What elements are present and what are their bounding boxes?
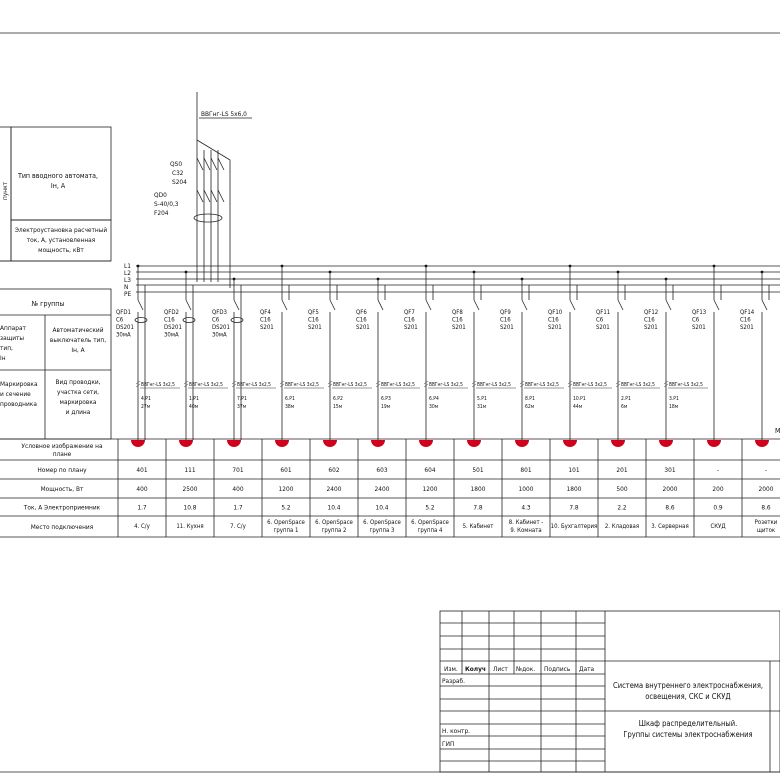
- table-cell-place: 6. OpenSpace: [315, 519, 353, 526]
- table-cell-power: 200: [712, 485, 724, 493]
- group-label: QF10: [548, 309, 563, 316]
- group-label: S201: [500, 324, 514, 331]
- table-cell-current: 10.4: [327, 503, 341, 512]
- breaker-contact-icon: [714, 300, 719, 310]
- group-cable-label: ВВГнг-LS 3х2,5: [189, 383, 223, 388]
- load-symbol-icon: [323, 440, 337, 447]
- table-cell-power: 400: [136, 485, 148, 493]
- row1-left-line-1: Аппарат: [0, 324, 26, 332]
- row2-right-line-4: и длина: [65, 408, 91, 416]
- group-line-label: 31м: [477, 404, 487, 410]
- row2-right-line-3: маркировка: [59, 398, 97, 406]
- table-cell-place: щиток: [756, 527, 776, 534]
- load-symbol-icon: [659, 440, 673, 447]
- table-cell-place: 3. Серверная: [651, 523, 689, 530]
- group-line-label: 3.Р1: [669, 396, 679, 402]
- stamp-role-developer: Разраб.: [442, 677, 465, 685]
- table-cell-power: 500: [616, 485, 628, 493]
- group-cable-label: ВВГнг-LS 3х2,5: [525, 383, 559, 388]
- input-breaker-symbol: [197, 158, 224, 170]
- group-line-label: 19м: [381, 404, 391, 410]
- row1-left-line-4: Iн: [0, 354, 6, 362]
- group-11: [596, 271, 660, 447]
- load-symbol-icon: [467, 440, 481, 447]
- group-label: C16: [260, 316, 271, 324]
- group-cable-label: ВВГнг-LS 3х2,5: [237, 383, 271, 388]
- table-cell-power: 2400: [374, 485, 390, 493]
- table-cell-current: 10.8: [183, 503, 197, 512]
- table-cell-place: Розетки: [754, 519, 778, 526]
- group-label: C16: [548, 316, 559, 324]
- table-cell-power: 2400: [326, 485, 342, 493]
- group-label: S201: [692, 324, 706, 331]
- breaker-contact-icon: [282, 300, 287, 310]
- group-label: QF7: [404, 309, 415, 316]
- bus-label-pe: PE: [124, 290, 132, 298]
- group-line-label: 2.Р1: [621, 396, 631, 402]
- table-cell-current: 0.9: [713, 503, 723, 512]
- box-a-vertical-label: пункт: [1, 181, 9, 200]
- group-line-label: 6.Р3: [381, 396, 391, 402]
- input-type-line-1: Тип вводного автомата,: [17, 172, 99, 180]
- group-label: C6: [596, 316, 604, 324]
- stamp-header-koluch: Колуч: [465, 665, 486, 673]
- group-label: 30мA: [116, 331, 131, 339]
- extra-group-label: М: [775, 427, 780, 435]
- qs0-line-2: C32: [172, 169, 184, 177]
- stamp-header-izm: Изм.: [444, 665, 458, 673]
- group-label: QF8: [452, 309, 463, 316]
- table-cell-nomer: 603: [376, 466, 388, 474]
- stamp-role-gip: ГИП: [442, 740, 455, 748]
- group-line-label: 62м: [525, 404, 535, 410]
- table-header: Место подключения: [30, 523, 94, 531]
- group-line-label: 4.Р1: [141, 396, 151, 402]
- load-symbol-icon: [131, 440, 145, 447]
- table-cell-nomer: 801: [520, 466, 532, 474]
- group-label: C6: [692, 316, 700, 324]
- table-cell-current: 5.2: [425, 503, 435, 512]
- table-cell-power: 1200: [422, 485, 438, 493]
- row1-right-line-1: Автоматический: [52, 326, 104, 334]
- group-label: S201: [308, 324, 322, 331]
- breaker-contact-icon: [234, 300, 239, 310]
- stamp-header-date: Дата: [579, 665, 595, 673]
- load-symbol-icon: [179, 440, 193, 447]
- breaker-contact-icon: [426, 300, 431, 310]
- group-label: C16: [644, 316, 655, 324]
- table-cell-place: 5. Кабинет: [462, 523, 494, 530]
- group-line-label: 10.Р1: [573, 396, 586, 402]
- table-cell-nomer: 111: [184, 466, 196, 474]
- table-cell-place: 6. OpenSpace: [267, 519, 305, 526]
- row2-left-line-3: проводника: [0, 400, 37, 408]
- group-5: [308, 271, 372, 447]
- input-rcd-symbol: [197, 190, 224, 202]
- table-cell-place: 7. С/у: [230, 523, 246, 530]
- group-label: S201: [260, 324, 274, 331]
- group-label: C16: [500, 316, 511, 324]
- breaker-contact-icon: [618, 300, 623, 310]
- breaker-contact-icon: [330, 300, 335, 310]
- table-cell-nomer: 701: [232, 466, 244, 474]
- breaker-contact-icon: [762, 300, 767, 310]
- group-label: QF12: [644, 309, 659, 316]
- group-9: [500, 278, 564, 447]
- load-symbol-icon: [515, 440, 529, 447]
- breaker-contact-icon: [570, 300, 575, 310]
- row1-left-line-2: защиты: [0, 334, 25, 342]
- group-label: QF5: [308, 309, 319, 316]
- group-cable-label: ВВГнг-LS 3х2,5: [381, 383, 415, 388]
- table-cell-nomer: 101: [568, 466, 580, 474]
- stamp-title-1-line-1: Система внутреннего электроснабжения,: [612, 681, 764, 690]
- row2-right-line-2: участка сети,: [57, 388, 99, 396]
- group-label: QF9: [500, 309, 511, 316]
- qd0-line-3: F204: [154, 209, 169, 217]
- group-label: C16: [740, 316, 751, 324]
- table-cell-current: 10.4: [375, 503, 389, 512]
- group-label: QFD3: [212, 309, 227, 316]
- table-cell-place: 9. Комната: [510, 527, 542, 534]
- group-line-label: 6.Р1: [285, 396, 295, 402]
- group-cable-label: ВВГнг-LS 3х2,5: [141, 383, 175, 388]
- table-cell-place: 10. Бухгалтерия: [550, 523, 598, 530]
- table-cell-place: 6. OpenSpace: [363, 519, 401, 526]
- calc-line-1: Электроустановка расчетный: [14, 226, 108, 234]
- group-label: S201: [404, 324, 418, 331]
- group-cable-label: ВВГнг-LS 3х2,5: [621, 383, 655, 388]
- calc-line-3: мощность, кВт: [38, 246, 84, 254]
- table-cell-power: 2000: [758, 485, 774, 493]
- group-line-label: 30м: [429, 404, 439, 410]
- group-cable-label: ВВГнг-LS 3х2,5: [333, 383, 367, 388]
- table-cell-power: 1800: [470, 485, 486, 493]
- calc-line-2: ток, А, установленная: [26, 236, 96, 244]
- table-header: Мощность, Вт: [40, 485, 84, 493]
- group-cable-label: ВВГнг-LS 3х2,5: [429, 383, 463, 388]
- table-cell-nomer: 604: [424, 466, 436, 474]
- row1-right-line-3: Iн, А: [71, 346, 85, 354]
- load-symbol-icon: [227, 440, 241, 447]
- group-line-label: 38м: [285, 404, 295, 410]
- input-section: [154, 92, 252, 288]
- bus-label-l1: L1: [124, 262, 131, 270]
- load-symbol-icon: [275, 440, 289, 447]
- stamp-role-norm-control: Н. контр.: [442, 727, 471, 735]
- group-label: QF6: [356, 309, 367, 316]
- table-cell-place: 6. OpenSpace: [411, 519, 449, 526]
- row2-left-line-2: и сечение: [0, 390, 31, 398]
- stamp-title-2-line-1: Шкаф распределительный.: [638, 719, 738, 728]
- load-symbol-icon: [371, 440, 385, 447]
- group-line-label: 5.Р1: [477, 396, 487, 402]
- qd0-line-1: QD0: [154, 191, 167, 199]
- breaker-contact-icon: [186, 300, 191, 310]
- group-label: C6: [116, 316, 124, 324]
- groups-table: [0, 439, 780, 537]
- input-cable-label: ВВГнг-LS 5х6,0: [201, 110, 247, 118]
- load-symbol-icon: [707, 440, 721, 447]
- bus-label-l3: L3: [124, 276, 131, 284]
- table-header: Ток, А Электроприемник: [23, 503, 101, 512]
- table-cell-nomer: 301: [664, 466, 676, 474]
- table-cell-place: группа 4: [417, 527, 443, 534]
- group-line-label: 8.Р1: [525, 396, 535, 402]
- group-line-label: 27м: [141, 404, 151, 410]
- bus-label-l2: L2: [124, 269, 131, 277]
- group-label: DS201: [164, 324, 182, 331]
- breaker-contact-icon: [378, 300, 383, 310]
- group-label: 30мA: [164, 331, 179, 339]
- table-cell-power: 1200: [278, 485, 294, 493]
- table-cell-current: 1.7: [137, 503, 147, 512]
- row2-right-line-1: Вид проводки,: [55, 378, 101, 386]
- group-label: QFD2: [164, 309, 179, 316]
- table-cell-current: 5.2: [281, 503, 291, 512]
- load-symbol-icon: [563, 440, 577, 447]
- group-label: QF4: [260, 309, 271, 316]
- table-header: Номер по плану: [37, 466, 87, 474]
- load-symbol-icon: [419, 440, 433, 447]
- row1-right-line-2: выключатель тип,: [49, 336, 107, 344]
- table-cell-current: 7.8: [569, 503, 579, 512]
- stamp-header-doc: №док.: [516, 665, 536, 673]
- stamp-title-1-line-2: освещения, СКС и СКУД: [645, 692, 731, 701]
- group-2: [164, 271, 228, 447]
- left-panel: [0, 127, 111, 439]
- breaker-contact-icon: [474, 300, 479, 310]
- group-label: QF13: [692, 309, 707, 316]
- table-cell-power: 2000: [662, 485, 678, 493]
- table-cell-place: СКУД: [710, 523, 726, 530]
- table-cell-current: 2.2: [617, 503, 627, 512]
- table-cell-place: 8. Кабинет -: [508, 519, 544, 526]
- group-label: C16: [308, 316, 319, 324]
- table-cell-place: группа 1: [273, 527, 299, 534]
- table-cell-place: группа 3: [369, 527, 395, 534]
- group-line-label: 44м: [573, 404, 583, 410]
- group-line-label: 7.Р1: [237, 396, 247, 402]
- qd0-line-2: S-40/0,3: [154, 200, 179, 208]
- group-label: 30мA: [212, 331, 227, 339]
- group-line-label: 6м: [621, 404, 628, 410]
- group-line-label: 18м: [669, 404, 679, 410]
- group-14: [740, 271, 769, 447]
- table-header: плане: [52, 450, 72, 458]
- table-cell-current: 7.8: [473, 503, 483, 512]
- group-line-label: 37м: [237, 404, 247, 410]
- group-line-label: 1.Р1: [189, 396, 199, 402]
- group-label: C16: [404, 316, 415, 324]
- stamp-header-list: Лист: [493, 665, 508, 673]
- row2-left-line-1: Маркировка: [0, 380, 38, 388]
- stamp-title-2-line-2: Группы системы электроснабжения: [623, 730, 753, 739]
- group-12: [644, 278, 708, 447]
- group-3: [212, 278, 276, 447]
- group-label: C16: [356, 316, 367, 324]
- group-label: S201: [596, 324, 610, 331]
- table-cell-power: 1000: [518, 485, 534, 493]
- group-8: [452, 271, 516, 447]
- table-cell-current: 8.6: [761, 503, 771, 512]
- table-cell-place: 11. Кухня: [176, 523, 204, 530]
- breaker-contact-icon: [522, 300, 527, 310]
- table-cell-nomer: 602: [328, 466, 340, 474]
- table-cell-current: 4.3: [521, 503, 531, 512]
- group-label: QF11: [596, 309, 611, 316]
- group-6: [356, 278, 420, 447]
- group-label: C6: [212, 316, 220, 324]
- group-number-label: № группы: [31, 300, 65, 308]
- table-cell-nomer: 201: [616, 466, 628, 474]
- table-cell-place: группа 2: [321, 527, 347, 534]
- group-line-label: 6.Р4: [429, 396, 439, 402]
- table-cell-nomer: 601: [280, 466, 292, 474]
- bus-label-n: N: [124, 283, 129, 291]
- group-label: QF14: [740, 309, 755, 316]
- table-header: Условное изображение на: [21, 442, 103, 450]
- qs0-line-3: S204: [172, 178, 187, 186]
- group-label: C16: [164, 316, 175, 324]
- table-cell-nomer: 401: [136, 466, 148, 474]
- table-cell-power: 400: [232, 485, 244, 493]
- load-symbol-icon: [755, 440, 769, 447]
- group-label: C16: [452, 316, 463, 324]
- group-label: S201: [452, 324, 466, 331]
- row1-left-line-3: тип,: [0, 344, 13, 352]
- table-cell-current: 1.7: [233, 503, 243, 512]
- group-cable-label: ВВГнг-LS 3х2,5: [477, 383, 511, 388]
- group-cable-label: ВВГнг-LS 3х2,5: [573, 383, 607, 388]
- group-label: S201: [644, 324, 658, 331]
- group-header-box: [0, 289, 111, 439]
- group-label: S201: [740, 324, 754, 331]
- group-cable-label: ВВГнг-LS 3х2,5: [285, 383, 319, 388]
- group-label: DS201: [116, 324, 134, 331]
- group-label: DS201: [212, 324, 230, 331]
- group-label: S201: [548, 324, 562, 331]
- group-label: QFD1: [116, 309, 131, 316]
- table-cell-power: 1800: [566, 485, 582, 493]
- table-cell-power: 2500: [182, 485, 198, 493]
- table-cell-nomer: -: [716, 466, 720, 474]
- table-cell-nomer: -: [764, 466, 768, 474]
- group-line-label: 40м: [189, 404, 199, 410]
- table-cell-place: 4. С/у: [134, 523, 150, 530]
- table-cell-nomer: 501: [472, 466, 484, 474]
- stamp-header-signature: Подпись: [544, 665, 571, 673]
- group-label: S201: [356, 324, 370, 331]
- breaker-contact-icon: [138, 300, 143, 310]
- table-cell-current: 8.6: [665, 503, 675, 512]
- group-line-label: 6.Р2: [333, 396, 343, 402]
- qs0-line-1: QS0: [170, 160, 183, 168]
- load-symbol-icon: [611, 440, 625, 447]
- group-line-label: 15м: [333, 404, 343, 410]
- title-block: [440, 611, 780, 772]
- bus-section: [124, 262, 780, 298]
- group-cable-label: ВВГнг-LS 3х2,5: [669, 383, 703, 388]
- table-cell-place: 2. Кладовая: [604, 523, 640, 530]
- breaker-contact-icon: [666, 300, 671, 310]
- input-type-line-2: Iн, А: [50, 182, 66, 190]
